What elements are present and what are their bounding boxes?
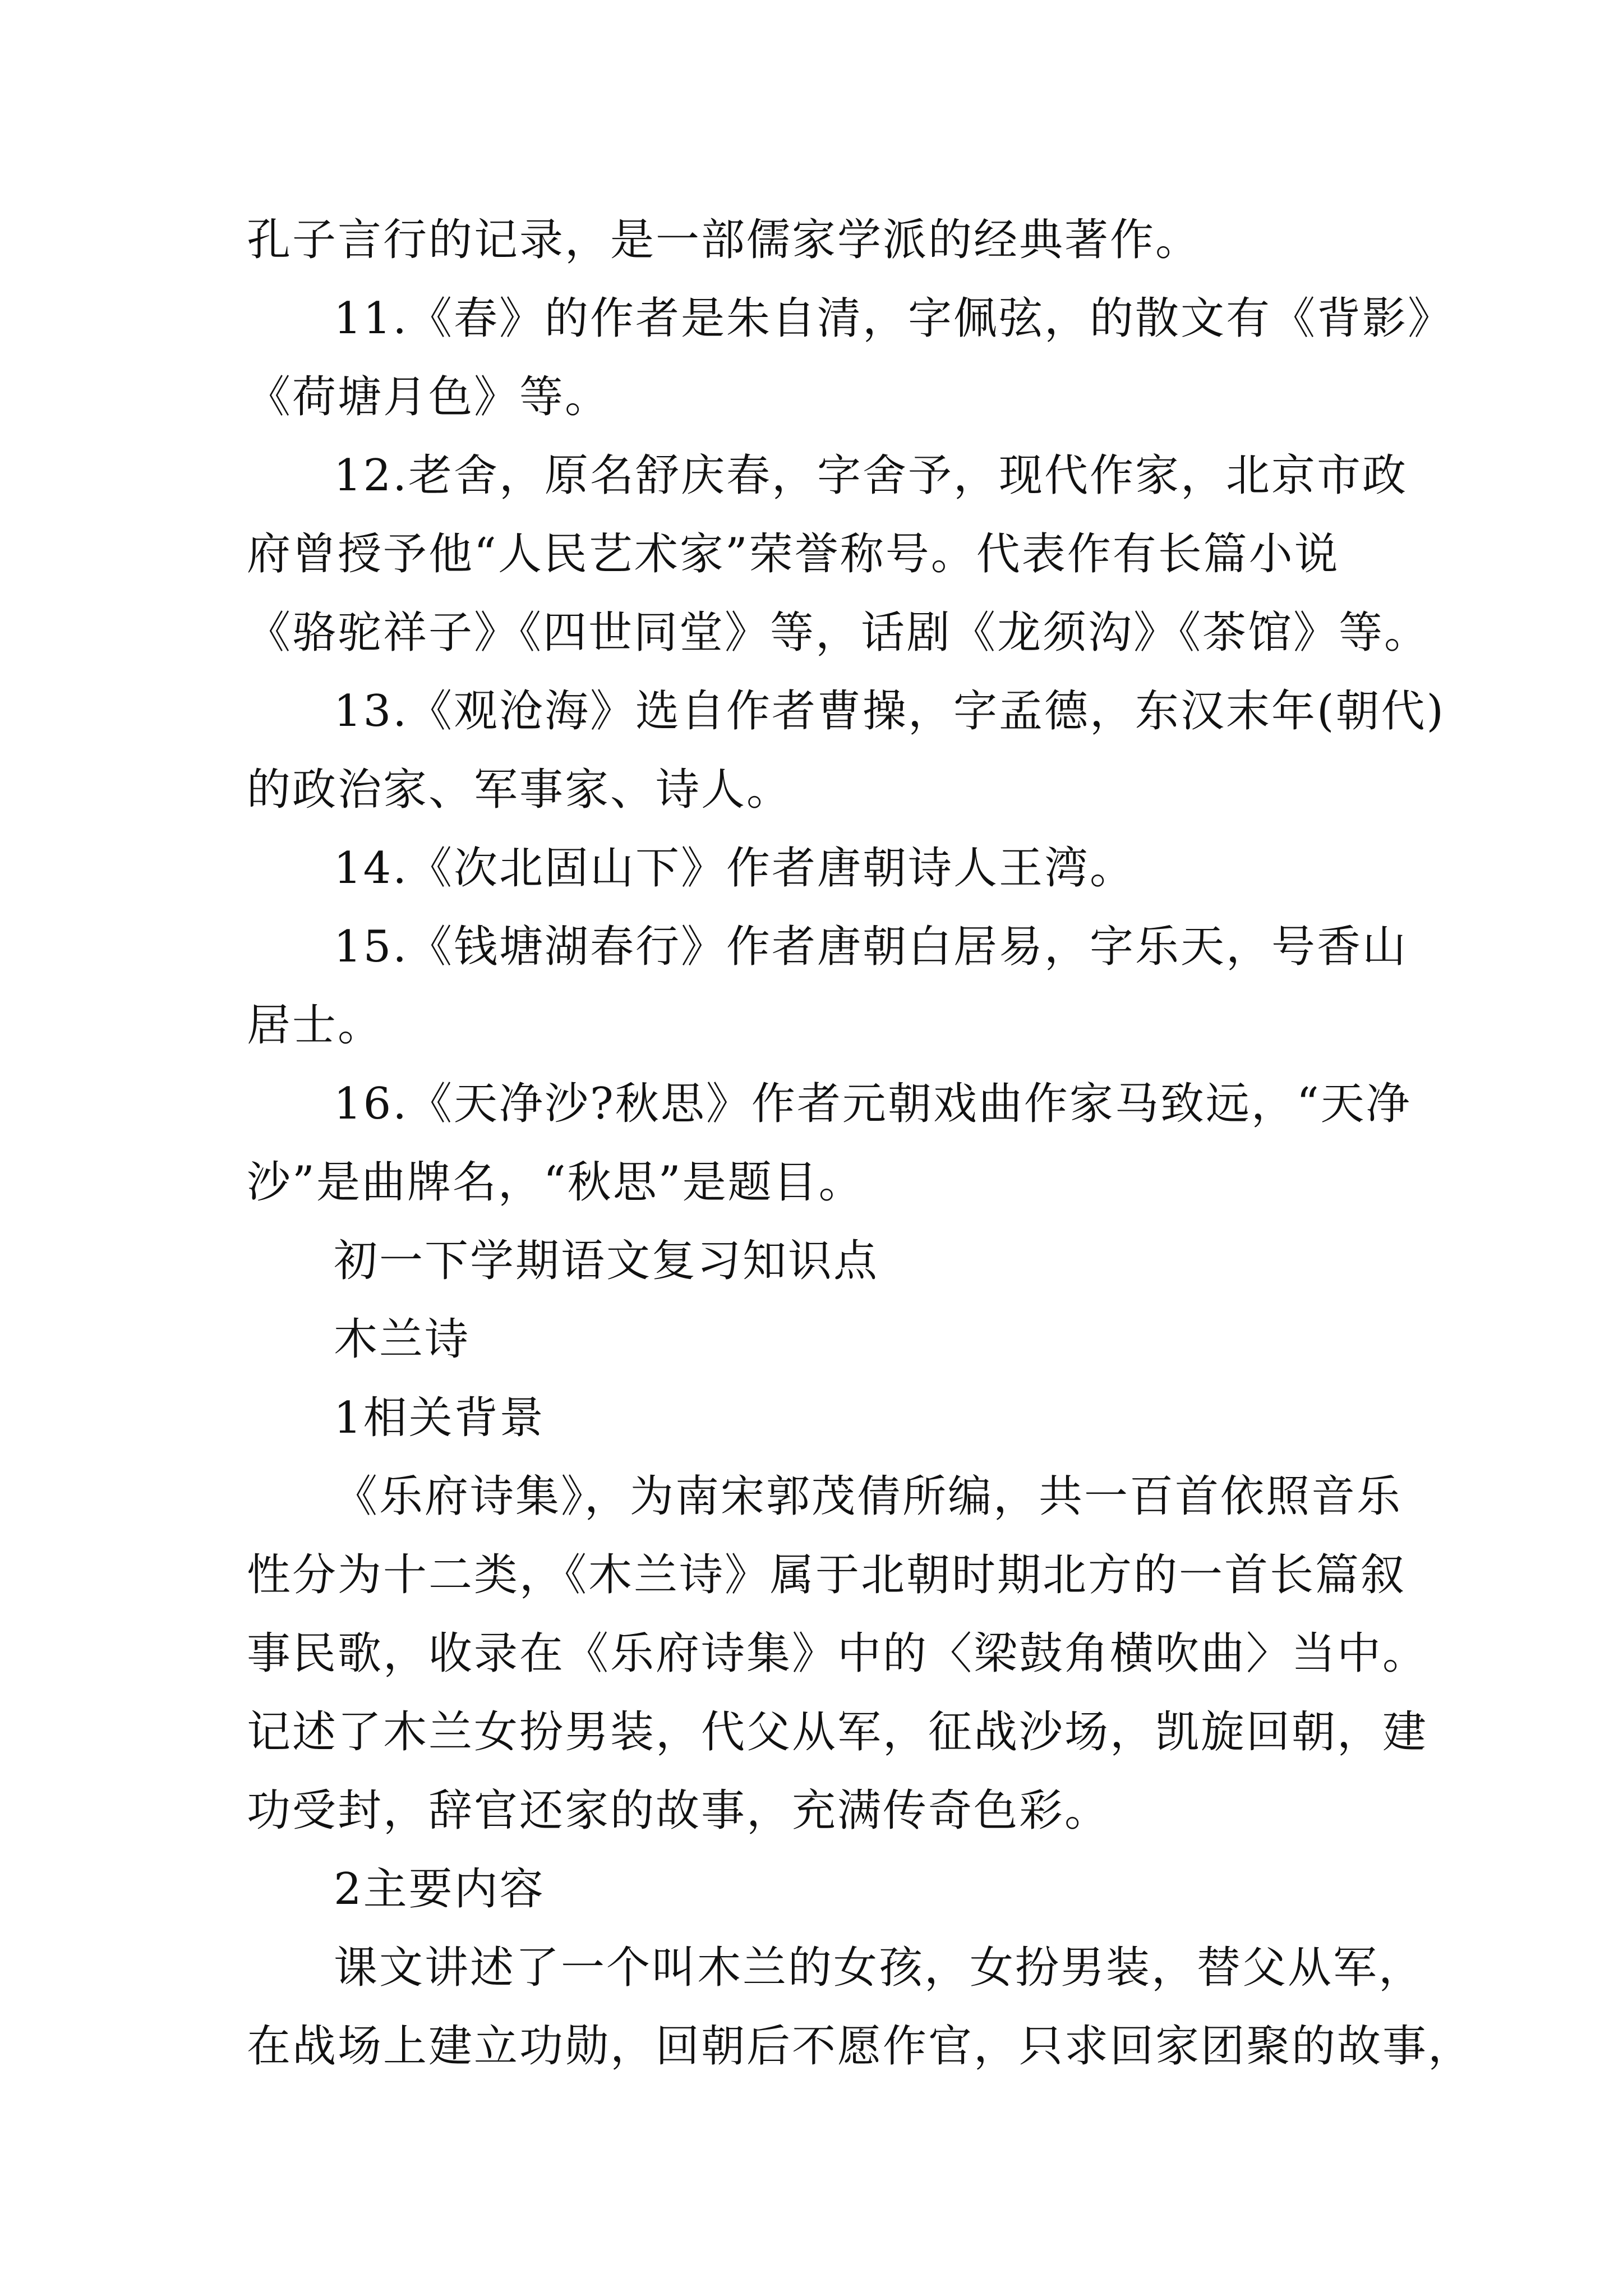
text-line: 功受封，辞官还家的故事，充满传奇色彩。 xyxy=(247,1786,1110,1836)
text-line: 《荷塘月色》等。 xyxy=(247,372,611,422)
text-line: 11.《春》的作者是朱自清，字佩弦，的散文有《背影》 xyxy=(334,293,1454,344)
text-line: 15.《钱塘湖春行》作者唐朝白居易，字乐天，号香山 xyxy=(334,922,1408,972)
text-line: 性分为十二类，《木兰诗》属于北朝时期北方的一首长篇叙 xyxy=(247,1550,1407,1600)
text-line: 在战场上建立功勋，回朝后不愿作官，只求回家团聚的故事， xyxy=(247,2021,1474,2072)
text-line: 课文讲述了一个叫木兰的女孩，女扮男装，替父从军， xyxy=(334,1943,1424,1993)
section-heading: 初一下学期语文复习知识点 xyxy=(334,1236,879,1286)
text-line: 14.《次北固山下》作者唐朝诗人王湾。 xyxy=(334,843,1136,894)
section-heading: 木兰诗 xyxy=(334,1314,471,1365)
text-line: 孔子言行的记录，是一部儒家学派的经典著作。 xyxy=(247,215,1201,265)
text-line: 记述了木兰女扮男装，代父从军，征战沙场，凯旋回朝，建 xyxy=(247,1707,1428,1757)
text-line: 《乐府诗集》，为南宋郭茂倩所编，共一百首依照音乐 xyxy=(334,1471,1403,1522)
text-line: 16.《天净沙?秋思》作者元朝戏曲作家马致远，“天净 xyxy=(334,1079,1412,1129)
text-line: 13.《观沧海》选自作者曹操，字孟德，东汉末年(朝代) xyxy=(334,686,1445,737)
text-line: 沙”是曲牌名，“秋思”是题目。 xyxy=(247,1157,864,1208)
text-line: 府曾授予他“人民艺术家”荣誉称号。代表作有长篇小说 xyxy=(247,529,1340,579)
text-line: 《骆驼祥子》《四世同堂》等，话剧《龙须沟》《茶馆》等。 xyxy=(247,608,1430,658)
text-line: 的政治家、军事家、诗人。 xyxy=(247,765,792,815)
section-heading: 1相关背景 xyxy=(334,1393,545,1443)
text-line: 事民歌，收录在《乐府诗集》中的〈梁鼓角横吹曲〉当中。 xyxy=(247,1628,1428,1679)
text-line: 12.老舍，原名舒庆春，字舍予，现代作家，北京市政 xyxy=(334,450,1408,501)
text-line: 居士。 xyxy=(247,1000,384,1051)
section-heading: 2主要内容 xyxy=(334,1864,545,1915)
